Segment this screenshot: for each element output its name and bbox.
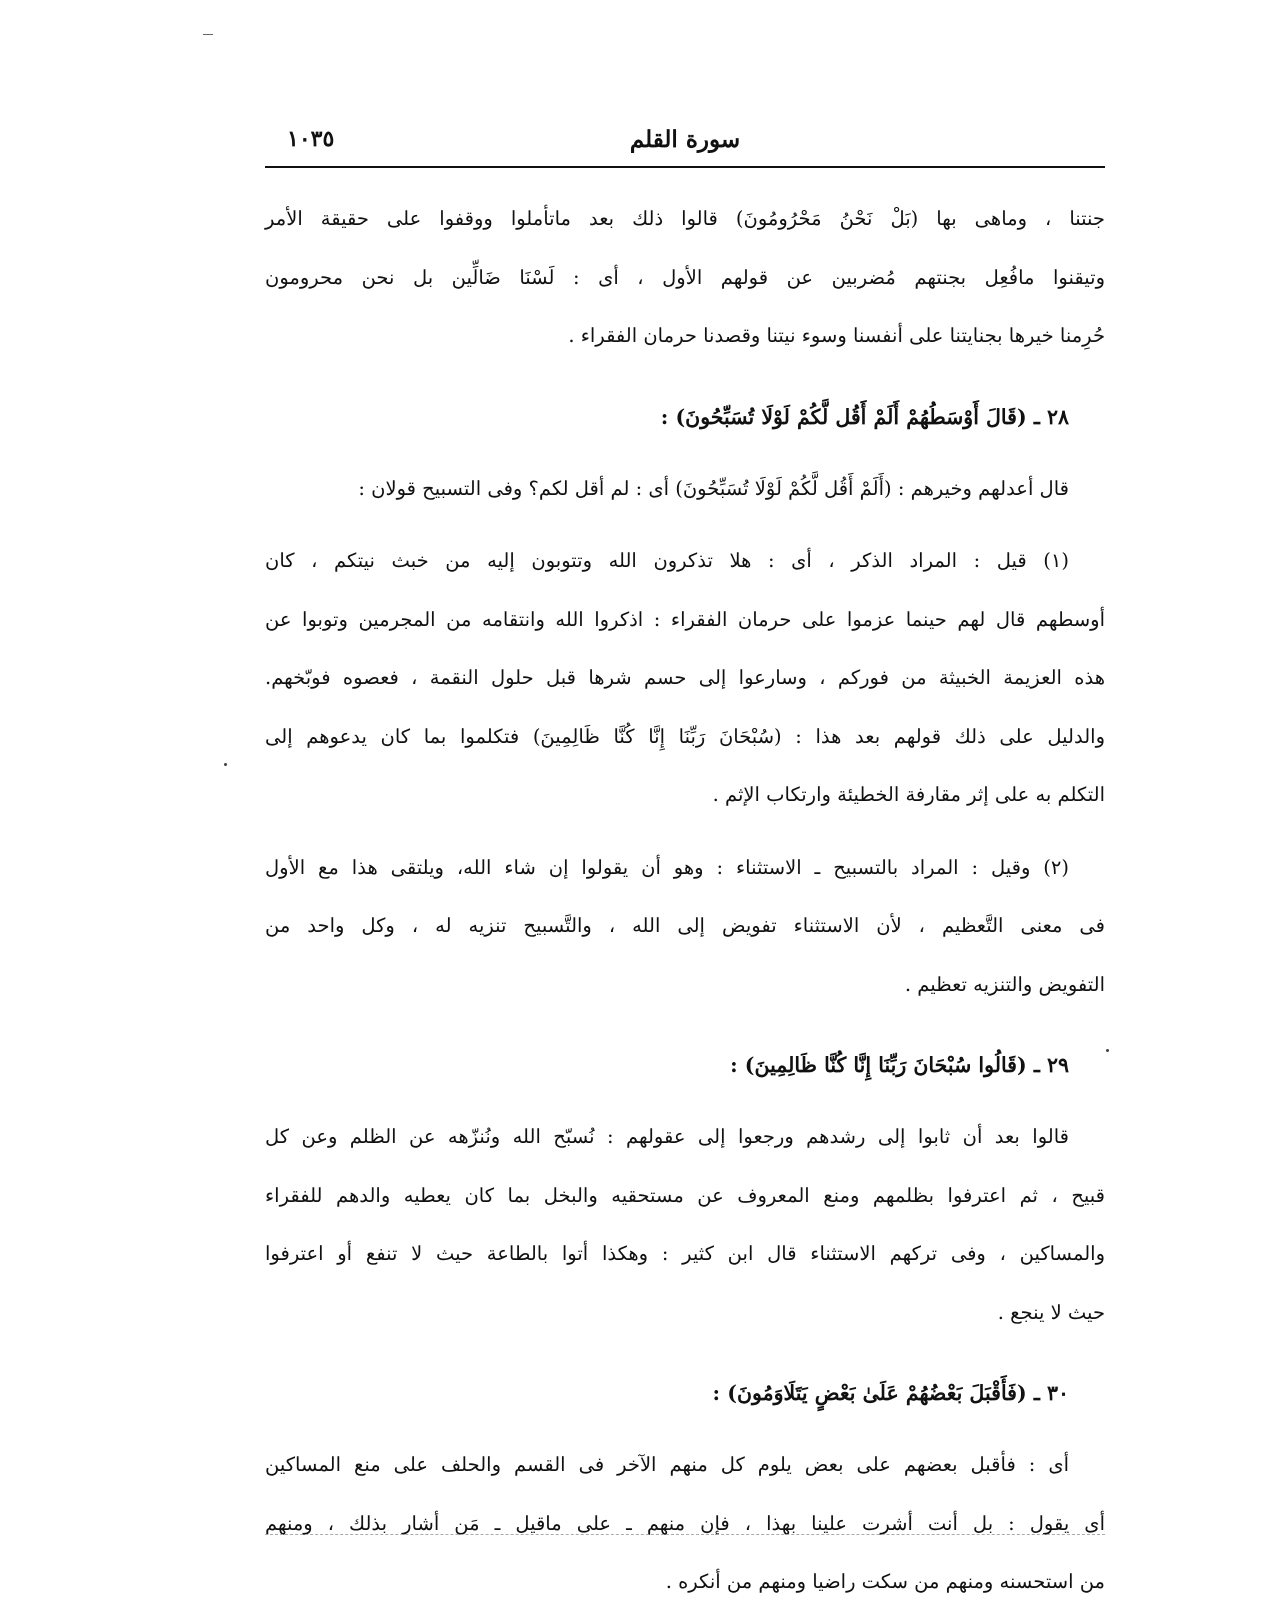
paragraph [265,1108,1105,1342]
text-line: أى يقول : بل أنت أشرت علينا بهذا ، فإن منهم ـ على ماقيل ـ مَن أشار بذلك ، ومنهم [265,1511,1105,1535]
verse-heading: ٣٠ ـ (فَأَقْبَلَ بَعْضُهُمْ عَلَىٰ بَعْضٍ يَتَلَاوَمُونَ) : [712,1381,1069,1405]
text-line: وتيقنوا مافُعِل بجنتهم مُضربين عن قولهم الأول ، أى : لَسْنَا ضَالِّين بل نحن محرومون [265,265,1105,289]
text-line: قال أعدلهم وخيرهم : (أَلَمْ أَقُل لَّكُمْ لَوْلَا تُسَبِّحُونَ) أى : لم أقل لكم؟ وفى التسبيح قولان : [358,476,1069,500]
paragraph [265,460,1105,519]
text-line: أوسطهم قال لهم حينما عزموا على حرمان الفقراء : اذكروا الله وانتقامه من المجرمين وتوبوا عن [265,607,1105,631]
bottom-edge [265,1534,1105,1535]
text-line: جنتنا ، وماهى بها (بَلْ نَحْنُ مَحْرُومُونَ) قالوا ذلك بعد ماتأملوا ووقفوا على حقيقة الأمر [265,207,1105,230]
text-line: والدليل على ذلك قولهم بعد هذا : (سُبْحَانَ رَبِّنَا إِنَّا كُنَّا ظَالِمِينَ) فتكلموا بما كان يدعوهم إلى [265,724,1105,748]
verse-heading: ٢٨ ـ (قَالَ أَوْسَطُهُمْ أَلَمْ أَقُل لَّكُمْ لَوْلَا تُسَبِّحُونَ) : [660,404,1069,429]
text-line: قالوا بعد أن ثابوا إلى رشدهم ورجعوا إلى عقولهم : نُسبّح الله ونُنزّهه عن الظلم وعن كل [265,1125,1069,1148]
page-number: ١٠٣٥ [287,126,335,152]
text-line: هذه العزيمة الخبيثة من فوركم ، وسارعوا إلى حسم شرها قبل حلول النقمة ، فعصوه فوبّخهم. [265,666,1105,689]
text-line: من استحسنه ومنهم من سكت راضيا ومنهم من أنكره . [665,1570,1105,1593]
scan-mark [203,34,213,35]
surah-title: سورة القلم [629,126,741,153]
text-line: أى : فأقبل بعضهم على بعض يلوم كل منهم الآخر فى القسم والحلف على منع المساكين [265,1453,1069,1476]
paragraph [265,1436,1105,1612]
text-line: والمساكين ، وفى تركهم الاستثناء قال ابن كثير : وهكذا أتوا بالطاعة حيث لا تنفع أو اعترفوا [265,1242,1105,1265]
text-line: (٢) وقيل : المراد بالتسبيح ـ الاستثناء : وهو أن يقولوا إن شاء الله، ويلتقى هذا مع الأول [265,855,1069,879]
verse-heading: ٢٩ ـ (قَالُوا سُبْحَانَ رَبِّنَا إِنَّا كُنَّا ظَالِمِينَ) : [730,1053,1069,1077]
page [265,120,1105,1612]
scan-dot [224,763,227,766]
paragraph [265,190,1105,366]
paragraph [265,532,1105,825]
text-line: التفويض والتنزيه تعظيم . [904,972,1105,996]
text-line: حُرِمنا خيرها بجنايتنا على أنفسنا وسوء نيتنا وقصدنا حرمان الفقراء . [568,324,1105,347]
text-line: (١) قيل : المراد الذكر ، أى : هلا تذكرون الله وتتوبون إليه من خبث نيتكم ، كان [265,549,1069,572]
text-line: قبيح ، ثم اعترفوا بظلمهم ومنع المعروف عن مستحقيه والبخل بما كان يعطيه والدهم للفقراء [265,1183,1105,1207]
text-line: حيث لا ينجع . [997,1300,1105,1324]
page-body [265,190,1105,1612]
scan-dot [1106,1049,1109,1052]
running-header [265,120,1105,168]
text-line: التكلم به على إثر مقارفة الخطيئة وارتكاب الإثم . [712,783,1105,806]
text-line: فى معنى التَّعظيم ، لأن الاستثناء تفويض إلى الله ، والتَّسبيح تنزيه له ، وكل واحد من [265,914,1105,937]
paragraph [265,839,1105,1015]
